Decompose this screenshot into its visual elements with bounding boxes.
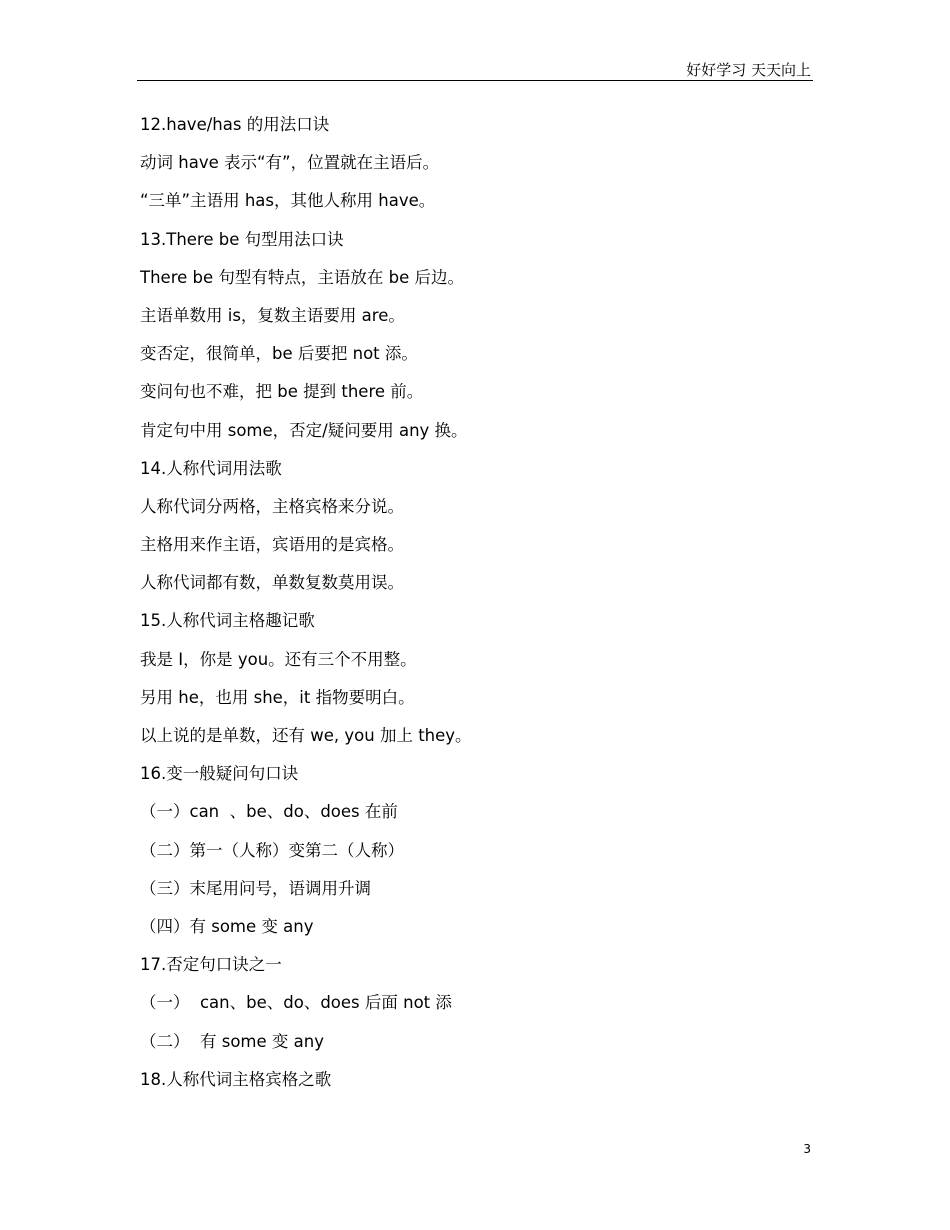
text-line: “三单”主语用 has，其他人称用 have。	[140, 191, 436, 211]
text-line: （一）can 、be、do、does 在前	[140, 802, 398, 822]
section-heading: 13.There be 句型用法口诀	[140, 229, 344, 249]
text-line: （一） can、be、do、does 后面 not 添	[140, 993, 452, 1013]
text-line: 人称代词都有数，单数复数莫用误。	[140, 573, 404, 593]
text-line: There be 句型有特点，主语放在 be 后边。	[140, 267, 464, 287]
section-heading: 15.人称代词主格趣记歌	[140, 611, 315, 631]
section-heading: 12.have/has 的用法口诀	[140, 115, 330, 134]
text-line: （二） 有 some 变 any	[140, 1031, 324, 1051]
page-header-text: 好好学习 天天向上	[686, 61, 811, 79]
text-line: 肯定句中用 some，否定/疑问要用 any 换。	[140, 420, 468, 440]
text-line: 主格用来作主语，宾语用的是宾格。	[140, 535, 404, 555]
text-line: 我是 I，你是 you。还有三个不用整。	[140, 649, 417, 669]
text-line: （四）有 some 变 any	[140, 916, 314, 936]
text-line: 以上说的是单数，还有 we, you 加上 they。	[140, 726, 472, 745]
header-divider	[137, 80, 813, 81]
section-heading: 18.人称代词主格宾格之歌	[140, 1069, 332, 1089]
section-heading: 17.否定句口诀之一	[140, 955, 282, 975]
text-line: 人称代词分两格，主格宾格来分说。	[140, 496, 404, 516]
text-line: 变问句也不难，把 be 提到 there 前。	[140, 382, 424, 402]
section-heading: 16.变一般疑问句口诀	[140, 764, 299, 784]
text-line: 主语单数用 is，复数主语要用 are。	[140, 305, 405, 325]
text-line: （三）末尾用问号，语调用升调	[140, 878, 371, 898]
text-line: 变否定，很简单，be 后要把 not 添。	[140, 344, 418, 364]
text-line: （二）第一（人称）变第二（人称）	[140, 840, 404, 860]
text-line: 动词 have 表示“有”，位置就在主语后。	[140, 153, 440, 173]
document-body	[140, 112, 812, 1105]
section-heading: 14.人称代词用法歌	[140, 458, 282, 478]
page-number: 3	[803, 1142, 811, 1156]
text-line: 另用 he，也用 she，it 指物要明白。	[140, 687, 415, 707]
